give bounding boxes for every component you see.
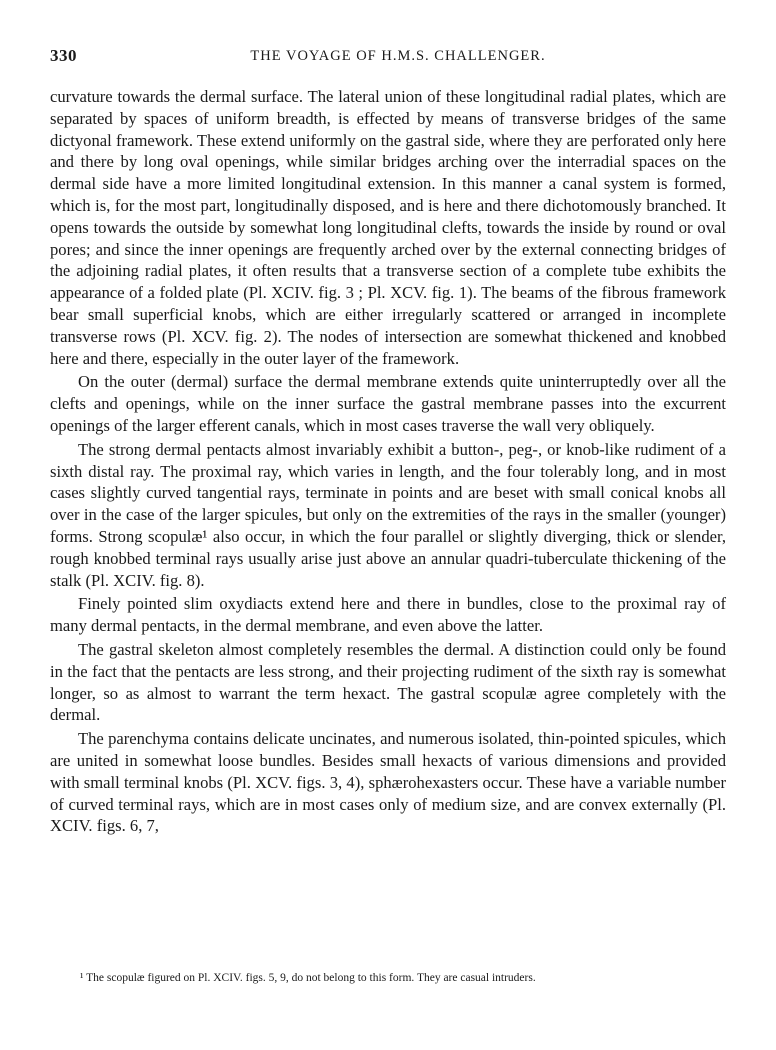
paragraph-2: On the outer (dermal) surface the dermal membrane extends quite uninterruptedly over all the clefts and openings, while on the inner surface the gastral membrane passes into the excurrent openings of the larger efferent canals, which in most cases traverse the wall very obliquely. <box>50 372 726 435</box>
running-title: THE VOYAGE OF H.M.S. CHALLENGER. <box>250 48 546 64</box>
body-text <box>50 86 726 839</box>
paragraph-1: curvature towards the dermal surface. The lateral union of these longitudinal radial plates, which are separated by spaces of uniform breadth, is effected by means of transverse bridges of the same dictyonal framework. These extend uniformly on the gastral side, where they are perforated only here and there by long oval openings, while similar bridges arching over the interradial spaces on the dermal side have a more limited longitudinal extension. In this manner a canal system is formed, which is, for the most part, longitudinally disposed, and is here and there dichotomously branched. It opens towards the outside by somewhat long longitudinal clefts, towards the inside by round or oval pores; and since the inner openings are frequently arched over by the external connecting bridges of the adjoining radial plates, it often results that a transverse section of a complete tube exhibits the appearance of a folded plate (Pl. XCIV. fig. 3 ; Pl. XCV. fig. 1). The beams of the fibrous framework bear small superficial knobs, which are either irregularly scattered or arranged in incomplete transverse rows (Pl. XCV. fig. 2). The nodes of intersection are somewhat thickened and knobbed here and there, especially in the outer layer of the framework. <box>50 87 726 368</box>
footnote: ¹ The scopulæ figured on Pl. XCIV. figs. 5, 9, do not belong to this form. They are casual intruders. <box>80 972 536 984</box>
paragraph-6: The parenchyma contains delicate uncinates, and numerous isolated, thin-pointed spicules, which are united in somewhat loose bundles. Besides small hexacts of various dimensions and provided with small terminal knobs (Pl. XCV. figs. 3, 4), sphærohexasters occur. These have a variable number of curved terminal rays, which are in most cases only of medium size, and are convex externally (Pl. XCIV. figs. 6, 7, <box>50 729 726 836</box>
paragraph-5: The gastral skeleton almost completely resembles the dermal. A distinction could only be found in the fact that the pentacts are less strong, and their projecting rudiment of the sixth ray is somewhat longer, so as almost to warrant the term hexact. The gastral scopulæ agree completely with the dermal. <box>50 639 726 725</box>
paragraph-3: The strong dermal pentacts almost invariably exhibit a button-, peg-, or knob-like rudiment of a sixth distal ray. The proximal ray, which varies in length, and the four tolerably long, and in most cases slightly curved tangential rays, terminate in points and are beset with small conical knobs all over in the case of the larger spicules, but only on the extremities of the rays in the smaller (younger) forms. Strong scopulæ¹ also occur, in which the four parallel or slightly diverging, thick or slender, rough knobbed terminal rays usually arise just above an annular quadri-tuberculate thickening of the stalk (Pl. XCIV. fig. 8). <box>50 439 726 590</box>
paragraph-4: Finely pointed slim oxydiacts extend here and there in bundles, close to the proximal ray of many dermal pentacts, in the dermal membrane, and even above the latter. <box>50 594 726 636</box>
page-number: 330 <box>50 46 77 65</box>
